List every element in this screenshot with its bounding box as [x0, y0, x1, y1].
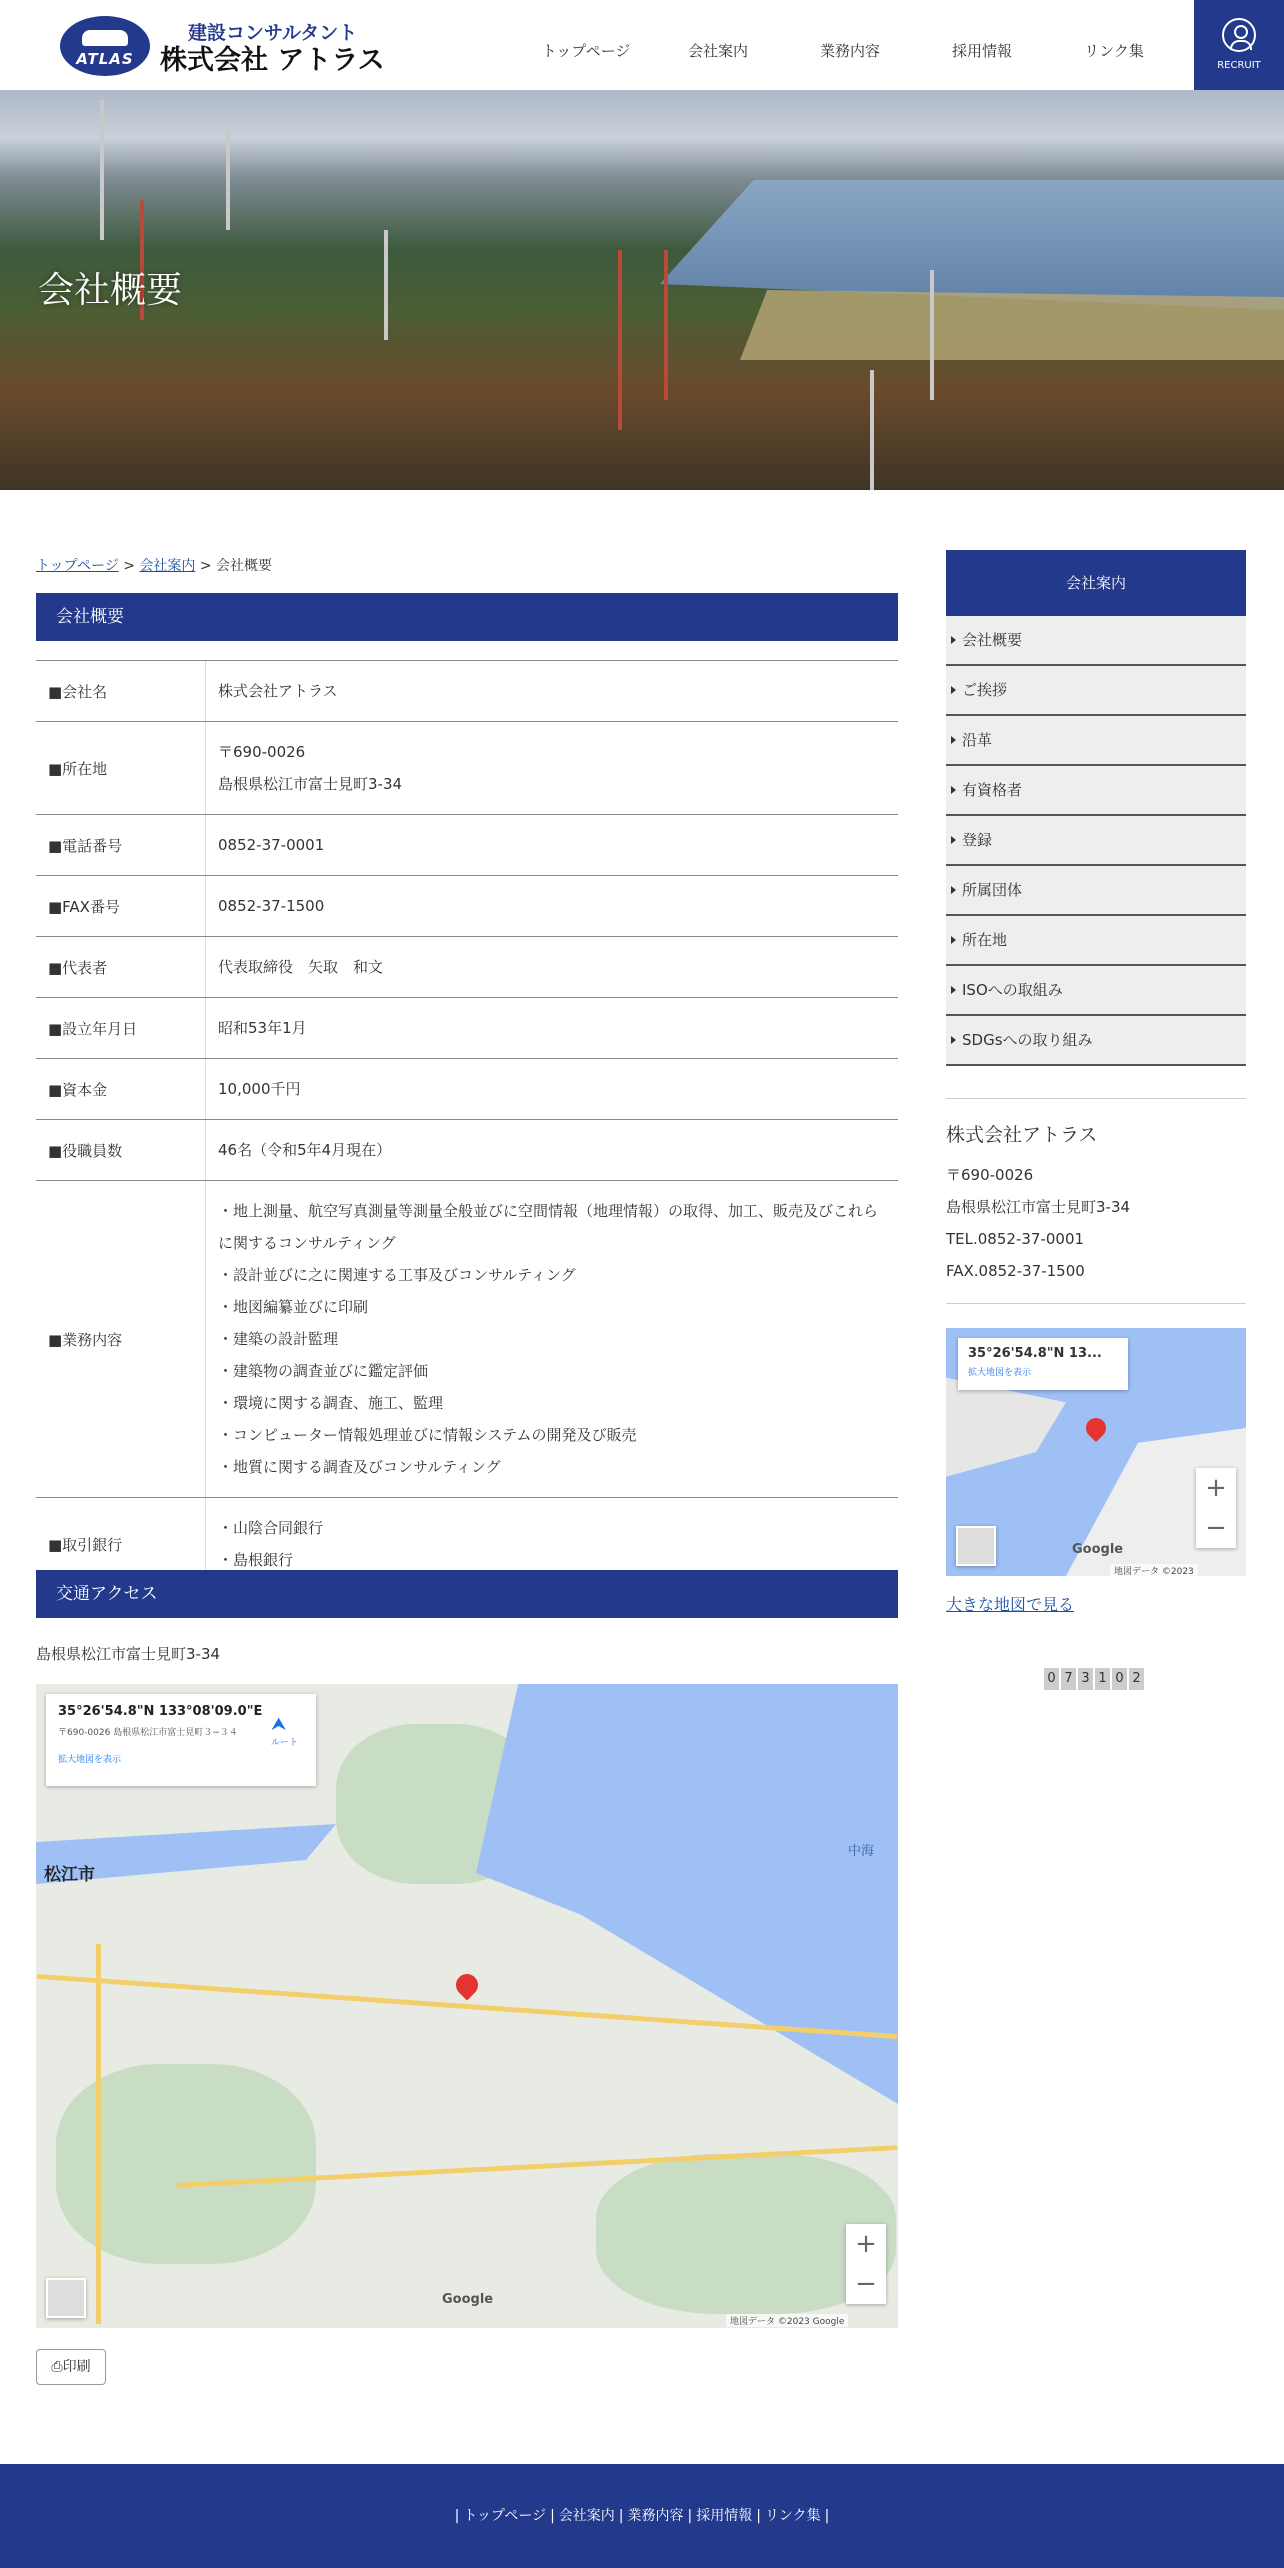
logo-company-name: 株式会社 アトラス — [160, 45, 385, 76]
google-map[interactable] — [36, 1684, 898, 2328]
user-icon — [1222, 18, 1256, 52]
google-logo: Google — [442, 2292, 494, 2307]
breadcrumb-current: 会社概要 — [216, 558, 273, 574]
power-tower — [226, 130, 230, 230]
site-logo[interactable] — [60, 16, 385, 78]
print-icon: ⎙ — [51, 2359, 63, 2375]
breadcrumb: トップページ > 会社案内 > 会社概要 — [36, 558, 273, 574]
table-row: ■会社名 株式会社アトラス — [36, 661, 898, 722]
sidebar-item-associations[interactable]: 所属団体 — [946, 866, 1246, 916]
power-tower — [870, 370, 874, 490]
zoom-in-button[interactable]: + — [1205, 1473, 1227, 1503]
sidebar-item-iso[interactable]: ISOへの取組み — [946, 966, 1246, 1016]
breadcrumb-home[interactable]: トップページ — [36, 558, 119, 574]
nav-links[interactable]: リンク集 — [1084, 42, 1144, 60]
sidebar-item-overview[interactable]: 会社概要 — [946, 616, 1246, 666]
table-row: ■業務内容 ・地上測量、航空写真測量等測量全般並びに空間情報（地理情報）の取得、加工、販売及びこれらに関するコンサルティング ・設計並びに之に関連する工事及びコンサルティング ・地図編纂並びに印刷 ・建築の設計監理 ・建築物の調査並びに鑑定評価 ・環境に関する調査、施工、監理 ・コンピューター情報処理並びに情報システムの開発及び販売 ・地質に関する調査及びコンサルティング — [36, 1181, 898, 1498]
sidebar-map[interactable]: 35°26'54.8"N 13... 拡大地図を表示 + − Google 地図データ ©2023 — [946, 1328, 1246, 1576]
big-map-link[interactable]: 大きな地図で見る — [946, 1595, 1075, 1614]
overview-heading: 会社概要 — [36, 593, 898, 641]
breadcrumb-parent[interactable]: 会社案内 — [139, 558, 196, 574]
power-tower — [618, 250, 622, 430]
table-row: ■FAX番号 0852-37-1500 — [36, 876, 898, 937]
sidebar-company-info: 株式会社アトラス 〒690-0026 島根県松江市富士見町3-34 TEL.0852-37-0001 FAX.0852-37-1500 — [946, 1098, 1246, 1304]
power-tower — [100, 100, 104, 240]
footer-link-company[interactable]: 会社案内 — [558, 2508, 615, 2524]
zoom-out-button[interactable]: − — [855, 2269, 877, 2299]
sidebar-item-qualified[interactable]: 有資格者 — [946, 766, 1246, 816]
directions-icon[interactable]: ⮝ ルート — [270, 1714, 298, 1748]
map-info-box: 35°26'54.8"N 133°08'09.0"E 〒690-0026 島根県松江市富士見町３−３４ 拡大地図を表示 ⮝ ルート — [46, 1694, 316, 1786]
sidebar-item-location[interactable]: 所在地 — [946, 916, 1246, 966]
hero-water — [660, 180, 1284, 310]
site-header — [0, 0, 1284, 90]
sidebar-heading: 会社案内 — [946, 550, 1246, 616]
table-row: ■設立年月日 昭和53年1月 — [36, 998, 898, 1059]
table-row: ■資本金 10,000千円 — [36, 1059, 898, 1120]
power-tower — [930, 270, 934, 400]
recruit-button[interactable]: RECRUIT — [1194, 0, 1284, 90]
nav-business[interactable]: 業務内容 — [819, 42, 880, 60]
table-row: ■電話番号 0852-37-0001 — [36, 815, 898, 876]
map-marker-icon[interactable] — [451, 1969, 482, 2000]
sidebar-item-sdgs[interactable]: SDGsへの取り組み — [946, 1016, 1246, 1066]
nav-company[interactable]: 会社案内 — [687, 42, 748, 60]
table-row: ■取引銀行 ・山陰合同銀行 ・島根銀行 — [36, 1498, 898, 1591]
map-type-toggle[interactable] — [956, 1526, 996, 1566]
sidebar-item-greeting[interactable]: ご挨拶 — [946, 666, 1246, 716]
sidebar-nav — [946, 616, 1246, 1066]
atlas-logo-mark: ATLAS — [60, 16, 150, 76]
car-icon — [82, 30, 128, 46]
power-tower — [664, 250, 668, 400]
map-type-toggle[interactable] — [46, 2278, 86, 2318]
zoom-in-button[interactable]: + — [855, 2229, 877, 2259]
zoom-out-button[interactable]: − — [1205, 1513, 1227, 1543]
map-sea — [476, 1684, 898, 2104]
table-row: ■役職員数 46名（令和5年4月現在） — [36, 1120, 898, 1181]
sidebar-item-history[interactable]: 沿革 — [946, 716, 1246, 766]
footer-link-business[interactable]: 業務内容 — [627, 2508, 684, 2524]
map-enlarge-link[interactable]: 拡大地図を表示 — [58, 1755, 122, 1765]
footer-link-recruit[interactable]: 採用情報 — [696, 2508, 753, 2524]
page-title: 会社概要 — [38, 270, 183, 311]
table-row: ■所在地 〒690-0026 島根県松江市富士見町3-34 — [36, 722, 898, 815]
access-address: 島根県松江市富士見町3-34 — [36, 1645, 221, 1663]
sidebar-item-registration[interactable]: 登録 — [946, 816, 1246, 866]
access-counter: 0 7 3 1 0 2 — [1044, 1668, 1144, 1690]
map-sea-label: 中海 — [848, 1844, 875, 1859]
map-copyright: 地図データ ©2023 Google — [726, 2314, 848, 2327]
nav-recruit-info[interactable]: 採用情報 — [951, 42, 1012, 60]
site-footer: | トップページ | 会社案内 | 業務内容 | 採用情報 | リンク集 | — [0, 2464, 1284, 2568]
sidebar-map-info-box: 35°26'54.8"N 13... 拡大地図を表示 — [958, 1338, 1128, 1390]
access-heading: 交通アクセス — [36, 1570, 898, 1618]
hero-field — [740, 290, 1284, 360]
overview-table — [36, 660, 898, 1591]
map-zoom-control — [846, 2224, 886, 2304]
logo-subtitle: 建設コンサルタント — [188, 22, 358, 44]
map-city-label: 松江市 — [44, 1865, 95, 1885]
footer-link-links[interactable]: リンク集 — [764, 2508, 821, 2524]
footer-link-top[interactable]: トップページ — [463, 2508, 547, 2524]
sidebar-map-zoom — [1196, 1468, 1236, 1548]
table-row: ■代表者 代表取締役 矢取 和文 — [36, 937, 898, 998]
power-tower — [384, 230, 388, 340]
nav-top[interactable]: トップページ — [541, 42, 631, 60]
hero-banner — [0, 90, 1284, 490]
print-button[interactable]: ⎙印刷 — [36, 2349, 106, 2385]
global-nav — [520, 0, 1180, 90]
